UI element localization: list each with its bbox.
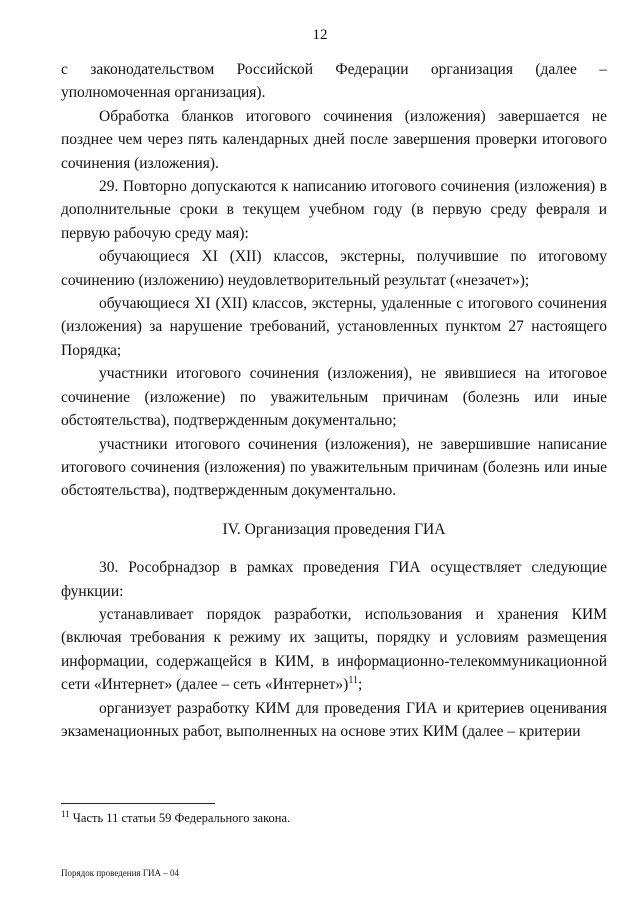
list-item-absent-participants: участники итогового сочинения (изложения), не явившиеся на итоговое сочинение (изложение) по уважительным причинам (болезнь или иные обстоятельства), подтвержденным документально;: [61, 365, 607, 430]
footnote-separator: [61, 803, 215, 804]
page-number: 12: [312, 27, 328, 43]
paragraph-blank-processing: Обработка бланков итогового сочинения (изложения) завершается не позднее чем через пять календарных дней после завершения проверки итогового сочинения (изложения).: [61, 107, 607, 172]
list-item-incomplete-participants: участники итогового сочинения (изложения), не завершившие написание итогового сочинения (изложения) по уважительным причинам (болезнь или иные обстоятельства), подтвержденным документально.: [61, 435, 607, 500]
kim-procedure-text: устанавливает порядок разработки, использования и хранения КИМ (включая требования к режиму их защиты, порядку и условиям размещения информации, содержащейся в КИМ, в информационно-телекоммуникационной сети «Интернет» (далее – сеть «Интернет»): [61, 605, 607, 694]
list-item-kim-procedure: [61, 603, 607, 697]
list-item-kim-development: организует разработку КИМ для проведения ГИА и критериев оценивания экзаменационных работ, выполненных на основе этих КИМ (далее – критерии: [61, 699, 607, 740]
kim-procedure-tail: ;: [357, 676, 363, 694]
list-item-unsatisfactory-result: обучающиеся XI (XII) классов, экстерны, получившие по итоговому сочинению (изложению) неудовлетворительный результат («незачет»);: [61, 248, 607, 289]
list-item-removed-participants: обучающиеся XI (XII) классов, экстерны, удаленные с итогового сочинения (изложения) за нарушение требований, установленных пунктом 27 настоящего Порядка;: [61, 295, 607, 359]
footnote-text: Часть 11 статьи 59 Федерального закона.: [69, 811, 291, 825]
running-footer: Порядок проведения ГИА – 04: [61, 868, 180, 878]
paragraph-clause-30: 30. Рособрнадзор в рамках проведения ГИА осуществляет следующие функции:: [61, 559, 607, 600]
paragraph-continuation: с законодательством Российской Федерации организация (далее – уполномоченная организация).: [61, 61, 607, 102]
footnote-reference: 11: [348, 675, 358, 687]
footnote-marker: 11: [61, 809, 70, 819]
section-heading: IV. Организация проведения ГИА: [222, 520, 446, 538]
paragraph-clause-29: 29. Повторно допускаются к написанию итогового сочинения (изложения) в дополнительные сроки в текущем учебном году (в первую среду февраля и первую рабочую среду мая):: [61, 178, 607, 242]
document-body: [61, 58, 607, 743]
footnote: [61, 810, 290, 826]
